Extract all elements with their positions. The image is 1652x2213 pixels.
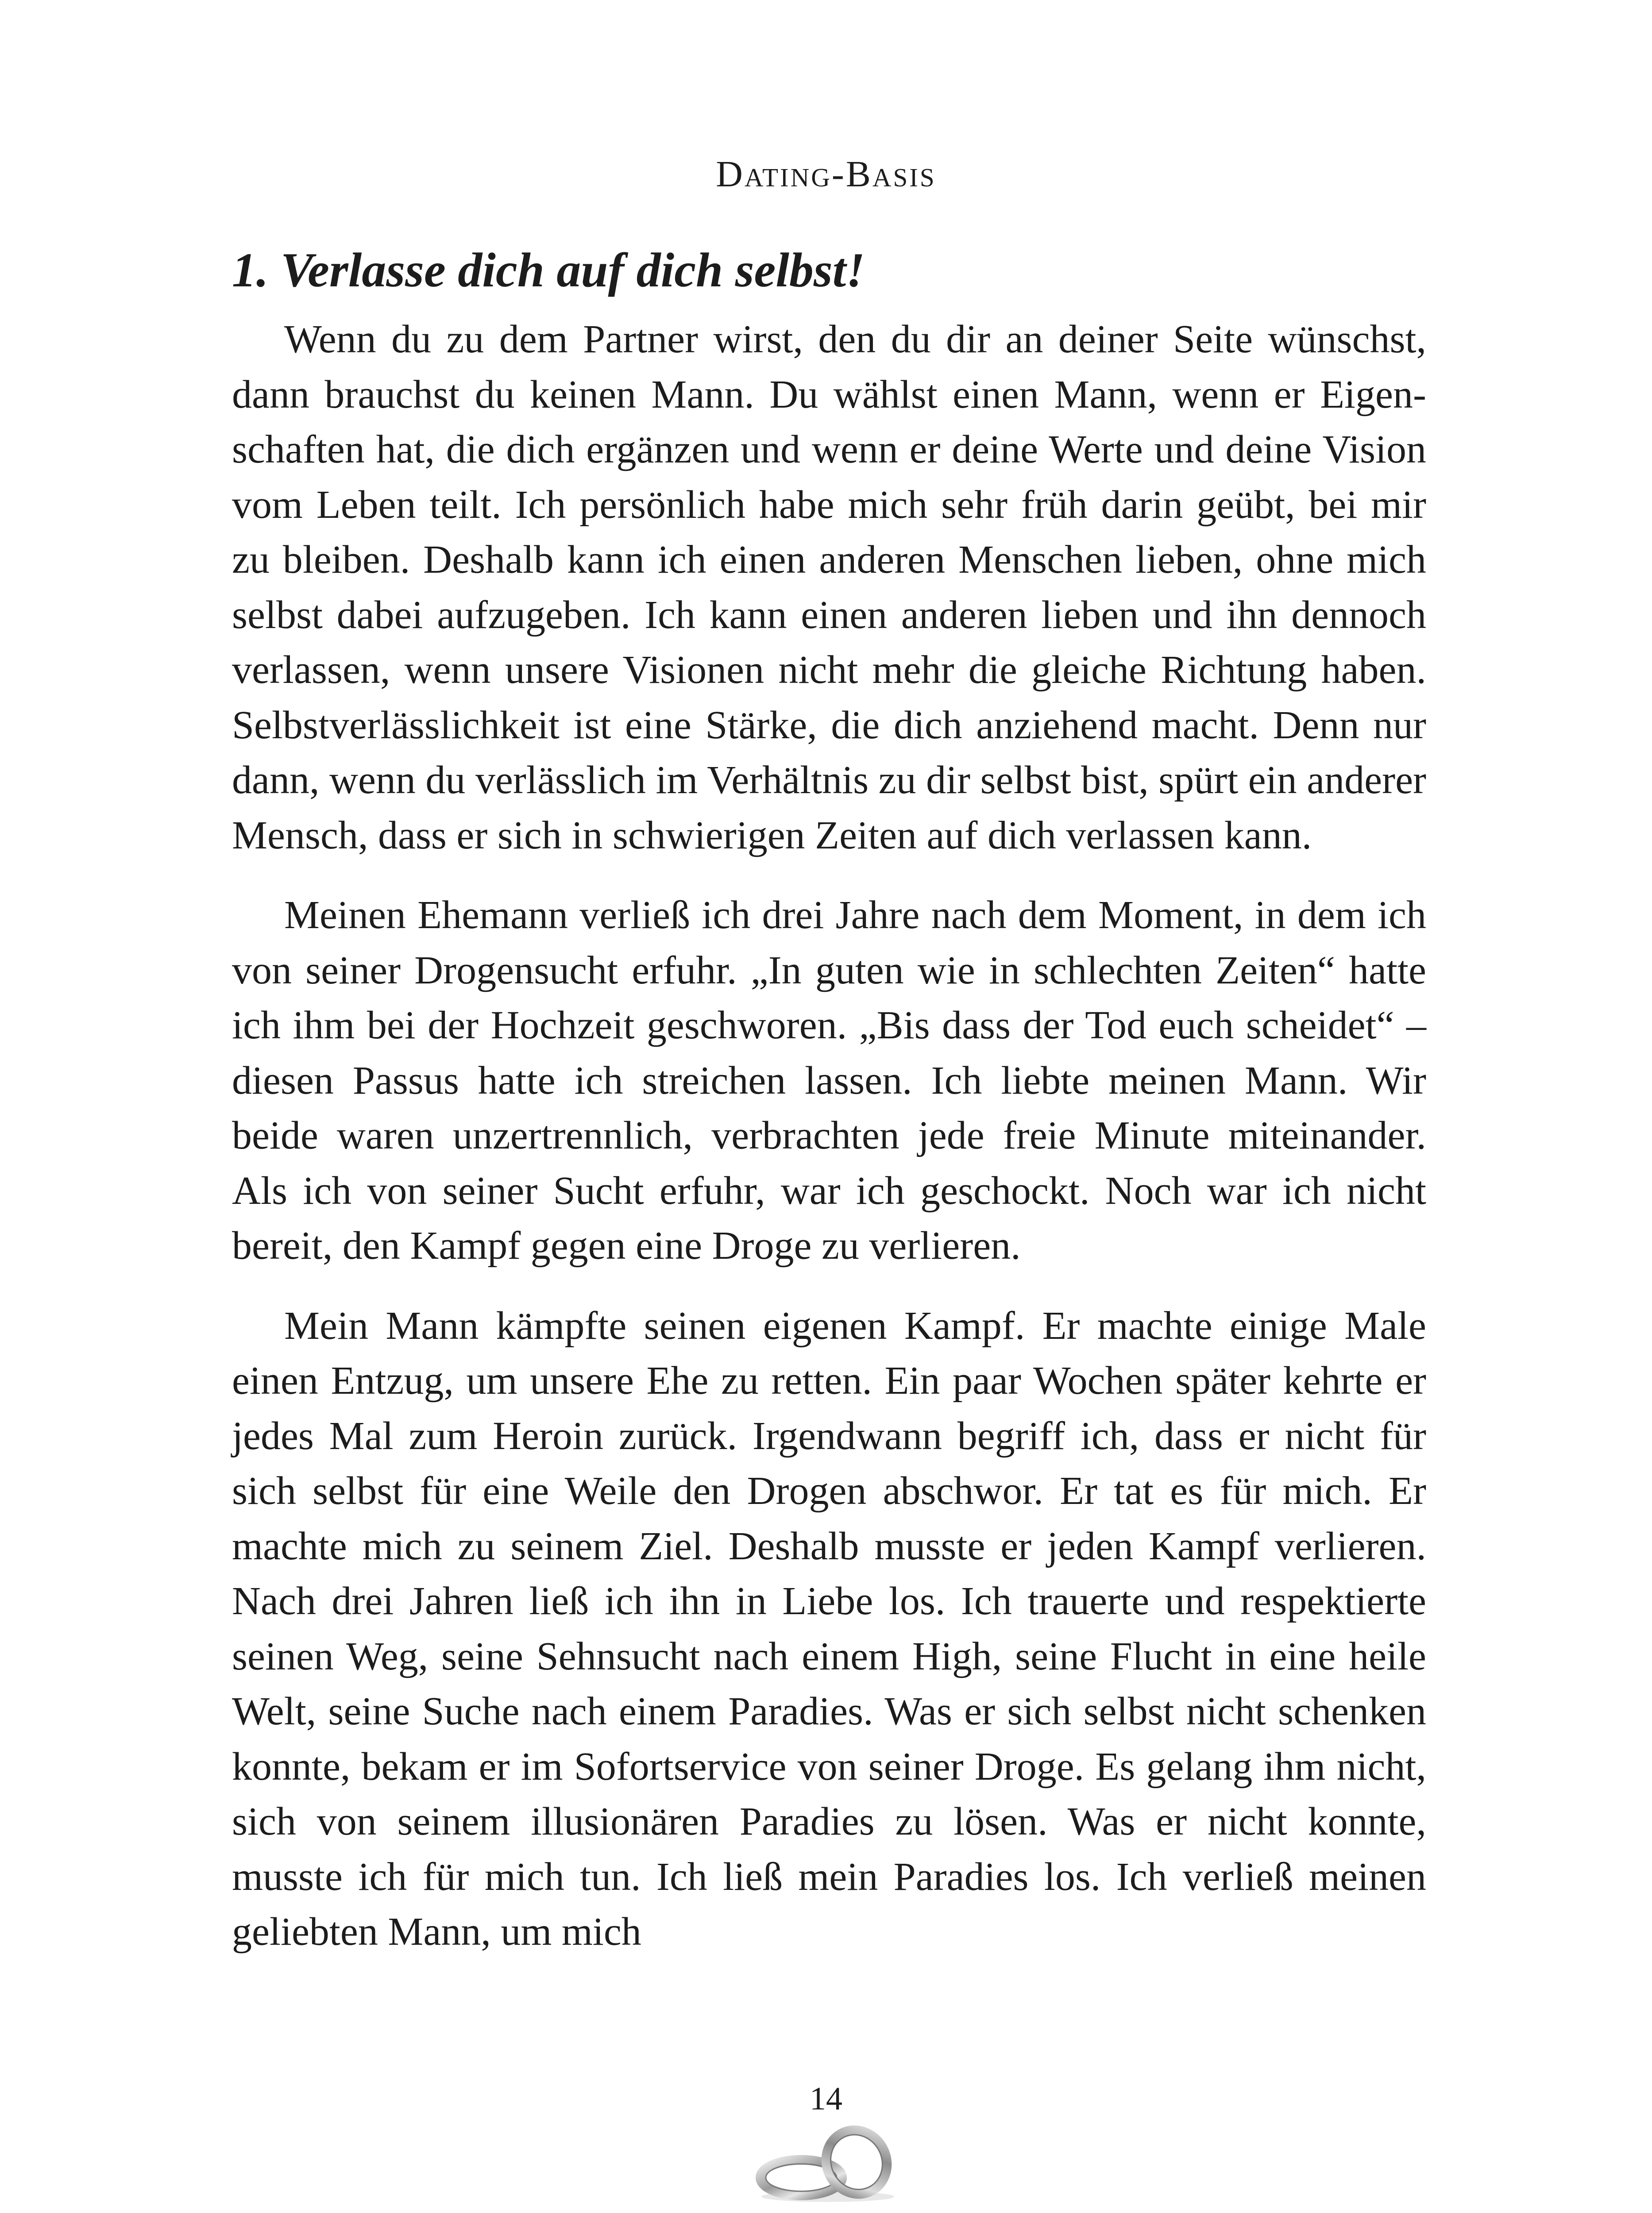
body-text [232,312,1426,1960]
wedding-rings-icon [753,2118,903,2206]
chapter-title: 1. Verlasse dich auf dich selbst! [232,243,865,297]
paragraph-3: Mein Mann kämpfte seinen eigenen Kampf. Er machte einige Male einen Entzug, um unsere Ehe zu retten. Ein paar Wochen später kehrte er jedes Mal zum Heroin zurück. Irgendwann begriff ich, dass er nicht für sich selbst für eine Weile den Drogen abschwor. Er tat es für mich. Er machte mich zu seinem Ziel. Deshalb musste er jeden Kampf verlieren. Nach drei Jahren ließ ich ihn in Liebe los. Ich trauerte und respektierte seinen Weg, seine Sehnsucht nach einem High, seine Flucht in eine heile Welt, seine Suche nach einem Paradies. Was er sich selbst nicht schenken konnte, bekam er im Sofortservice von seiner Droge. Es gelang ihm nicht, sich von seinem illusionären Paradies zu lösen. Was er nicht konnte, musste ich für mich tun. Ich ließ mein Paradies los. Ich verließ meinen geliebten Mann, um mich [232,1303,1426,1954]
running-head: Dating-Basis [716,154,936,195]
page-number: 14 [810,2081,842,2117]
paragraph-2: Meinen Ehemann verließ ich drei Jahre nach dem Moment, in dem ich von seiner Drogensucht erfuhr. „In guten wie in schlechten Zeiten“ hatte ich ihm bei der Hochzeit geschworen. „Bis dass der Tod euch scheidet“ – diesen Passus hatte ich streichen lassen. Ich liebte meinen Mann. Wir beide waren unzertrennlich, verbrachten jede freie Minute miteinander. Als ich von seiner Sucht erfuhr, war ich geschockt. Noch war ich nicht bereit, den Kampf gegen eine Droge zu verlieren. [232,893,1426,1268]
paragraph-1: Wenn du zu dem Partner wirst, den du dir an deiner Seite wünschst, dann brauchst du keinen Mann. Du wählst einen Mann, wenn er Eigenschaften hat, die dich ergänzen und wenn er deine Werte und deine Vision vom Leben teilt. Ich persönlich habe mich sehr früh darin geübt, bei mir zu bleiben. Deshalb kann ich einen anderen Menschen lieben, ohne mich selbst dabei aufzugeben. Ich kann einen anderen lieben und ihn dennoch verlassen, wenn unsere Visionen nicht mehr die gleiche Richtung haben. Selbstverlässlichkeit ist eine Stärke, die dich anziehend macht. Denn nur dann, wenn du verlässlich im Verhältnis zu dir selbst bist, spürt ein anderer Mensch, dass er sich in schwierigen Zeiten auf dich verlassen kann. [232,317,1426,857]
